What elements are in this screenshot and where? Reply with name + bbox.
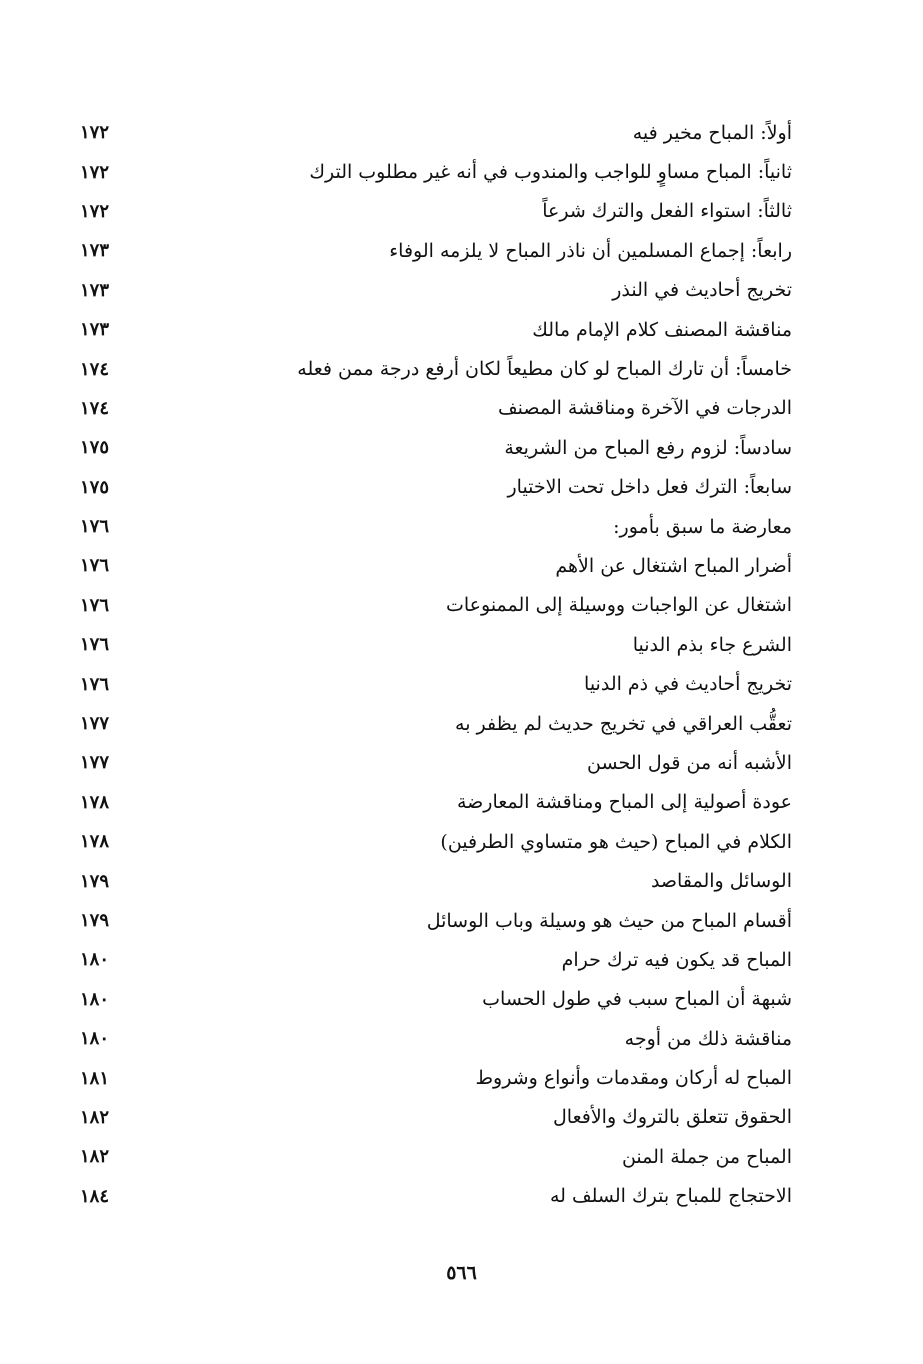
toc-entry xyxy=(80,271,792,310)
toc-entry xyxy=(80,389,792,428)
toc-entry xyxy=(80,822,792,861)
toc-entry-page: ١٧٢ xyxy=(80,200,110,222)
toc-entry xyxy=(80,783,792,822)
toc-entry xyxy=(80,1058,792,1097)
toc-entry xyxy=(80,507,792,546)
toc-entry xyxy=(80,546,792,585)
toc-entry-title: الدرجات في الآخرة ومناقشة المصنف xyxy=(497,397,792,420)
toc-entry-page: ١٨٢ xyxy=(80,1146,110,1168)
toc-entry xyxy=(80,1098,792,1137)
toc-entry-title: مناقشة المصنف كلام الإمام مالك xyxy=(532,318,792,341)
toc-entry-title: ثانياً: المباح مساوٍ للواجب والمندوب في أنه غير مطلوب الترك xyxy=(309,161,792,184)
toc-entry xyxy=(80,468,792,507)
toc-entry-title: أضرار المباح اشتغال عن الأهم xyxy=(555,554,792,577)
toc-entry xyxy=(80,310,792,349)
toc-entry xyxy=(80,586,792,625)
toc-entry-page: ١٧٦ xyxy=(80,555,110,577)
toc-entry xyxy=(80,349,792,388)
toc-entry-page: ١٧٦ xyxy=(80,634,110,656)
toc-entry-title: اشتغال عن الواجبات ووسيلة إلى الممنوعات xyxy=(446,594,792,617)
toc-entry-page: ١٨٠ xyxy=(80,949,110,971)
toc-entry-page: ١٧٧ xyxy=(80,713,110,735)
toc-entry-title: شبهة أن المباح سبب في طول الحساب xyxy=(482,988,792,1011)
toc-entry-title: تخريج أحاديث في النذر xyxy=(612,279,792,302)
toc-entry-title: الأشبه أنه من قول الحسن xyxy=(587,751,792,774)
toc-entry-page: ١٧٦ xyxy=(80,673,110,695)
toc-entry-title: الاحتجاج للمباح بترك السلف له xyxy=(549,1185,792,1208)
toc-entry-title: مناقشة ذلك من أوجه xyxy=(624,1027,792,1050)
toc-entry-title: أقسام المباح من حيث هو وسيلة وباب الوسائل xyxy=(426,909,792,932)
toc-entry xyxy=(80,940,792,979)
toc-entry-title: الشرع جاء بذم الدنيا xyxy=(632,633,792,656)
toc-entry-page: ١٧٤ xyxy=(80,358,110,380)
toc-entry-page: ١٧٨ xyxy=(80,791,110,813)
toc-entry-page: ١٧٩ xyxy=(80,910,110,931)
toc-entry-page: ١٧٦ xyxy=(80,516,110,538)
toc-entry-page: ١٧٦ xyxy=(80,594,110,616)
toc-entry-title: المباح له أركان ومقدمات وأنواع وشروط xyxy=(475,1067,792,1090)
toc-entry-page: ١٧٢ xyxy=(80,161,110,183)
toc-entry-page: ١٧٣ xyxy=(80,319,110,341)
toc-entry-title: ثالثاً: استواء الفعل والترك شرعاً xyxy=(542,200,792,223)
toc-entry-title: تعقُّب العراقي في تخريج حديث لم يظفر به xyxy=(455,712,792,735)
toc-entry-page: ١٨٤ xyxy=(80,1185,110,1207)
toc-entry xyxy=(80,980,792,1019)
toc-entry-page: ١٨١ xyxy=(80,1067,110,1089)
toc-entry xyxy=(80,1177,792,1216)
toc-entry-page: ١٧٣ xyxy=(80,279,110,301)
toc-entry xyxy=(80,231,792,270)
toc-entry-title: سادساً: لزوم رفع المباح من الشريعة xyxy=(504,436,792,459)
toc-entry-page: ١٧٧ xyxy=(80,752,110,774)
toc-entry xyxy=(80,704,792,743)
toc-entry-page: ١٨٢ xyxy=(80,1106,110,1128)
toc-entry-page: ١٧٥ xyxy=(80,437,110,459)
toc-entry-title: الحقوق تتعلق بالتروك والأفعال xyxy=(553,1106,792,1129)
table-of-contents xyxy=(80,113,792,1216)
toc-entry xyxy=(80,1019,792,1058)
toc-entry-title: خامساً: أن تارك المباح لو كان مطيعاً لكان أرفع درجة ممن فعله xyxy=(297,358,792,381)
toc-entry-page: ١٧٨ xyxy=(80,831,110,853)
toc-entry xyxy=(80,901,792,940)
toc-entry-title: معارضة ما سبق بأمور: xyxy=(613,515,792,538)
toc-entry xyxy=(80,1137,792,1176)
toc-entry xyxy=(80,192,792,231)
toc-entry-page: ١٧٩ xyxy=(80,870,110,892)
page-number: ٥٦٦ xyxy=(446,1262,477,1284)
toc-entry-title: الكلام في المباح (حيث هو متساوي الطرفين) xyxy=(440,830,792,853)
toc-entry-title: تخريج أحاديث في ذم الدنيا xyxy=(584,673,792,696)
toc-entry-title: المباح من جملة المنن xyxy=(621,1145,792,1168)
toc-entry-page: ١٧٥ xyxy=(80,476,110,498)
toc-entry xyxy=(80,428,792,467)
toc-entry-title: رابعاً: إجماع المسلمين أن ناذر المباح لا يلزمه الوفاء xyxy=(389,239,792,262)
toc-entry-title: المباح قد يكون فيه ترك حرام xyxy=(561,948,792,971)
toc-entry xyxy=(80,625,792,664)
toc-entry xyxy=(80,743,792,782)
toc-entry-page: ١٨٠ xyxy=(80,1028,110,1050)
toc-entry-page: ١٧٤ xyxy=(80,397,110,419)
toc-entry-page: ١٧٢ xyxy=(80,122,110,144)
toc-entry-title: عودة أصولية إلى المباح ومناقشة المعارضة xyxy=(456,791,792,814)
toc-entry xyxy=(80,861,792,900)
toc-entry-page: ١٧٣ xyxy=(80,240,110,262)
toc-entry xyxy=(80,664,792,703)
toc-entry xyxy=(80,113,792,152)
toc-entry-title: سابعاً: الترك فعل داخل تحت الاختيار xyxy=(507,476,792,499)
toc-entry xyxy=(80,152,792,191)
toc-entry-page: ١٨٠ xyxy=(80,988,110,1010)
toc-entry-title: أولاً: المباح مخير فيه xyxy=(632,121,792,144)
toc-entry-title: الوسائل والمقاصد xyxy=(650,870,792,893)
